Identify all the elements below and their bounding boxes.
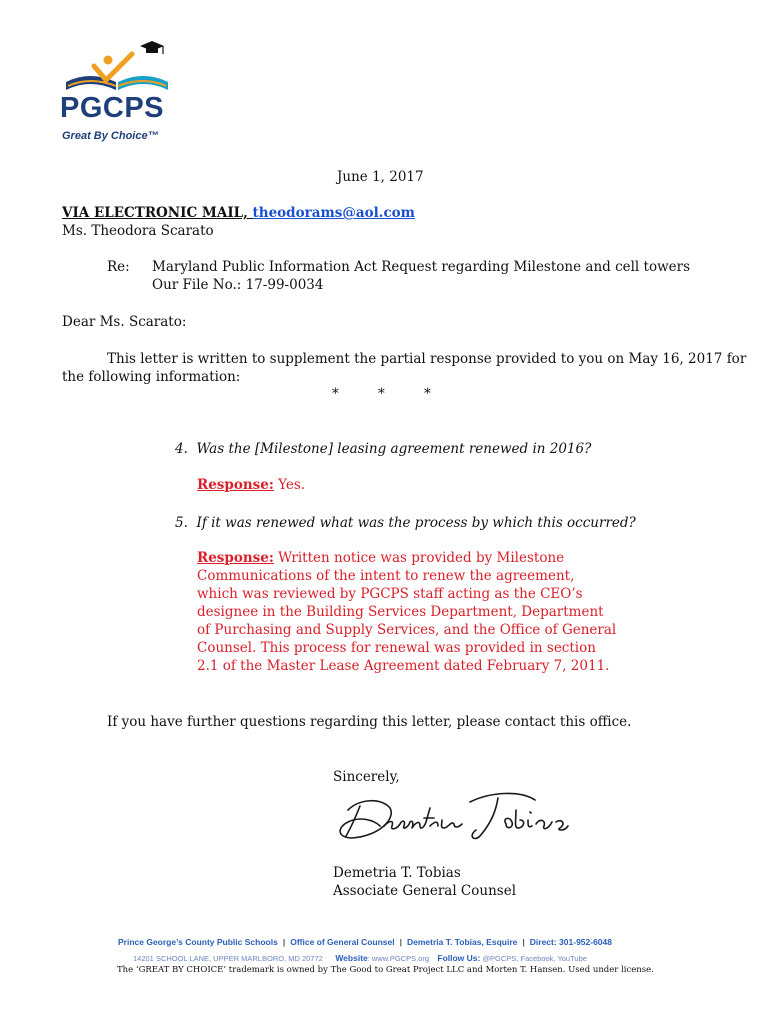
footer-office: Office of General Counsel xyxy=(290,937,395,947)
question-4 xyxy=(175,440,591,458)
intro-paragraph-line-1: This letter is written to supplement the partial response provided to you on May 16, 2017 for xyxy=(107,351,747,367)
logo-emblem-icon xyxy=(60,40,175,100)
via-label: VIA ELECTRONIC MAIL, xyxy=(62,205,253,221)
question-text: If it was renewed what was the process by which this occurred? xyxy=(196,515,636,531)
signature-icon xyxy=(330,780,580,848)
footer-address-line xyxy=(133,953,587,963)
handwritten-signature xyxy=(330,780,580,848)
letter-date: June 1, 2017 xyxy=(337,169,424,185)
logo-wordmark: PGCPS xyxy=(60,92,165,124)
section-break-asterisks xyxy=(332,385,470,403)
footer-org: Prince George’s County Public Schools xyxy=(118,937,278,947)
footer-separator: | xyxy=(282,937,286,947)
footer-address: 14201 SCHOOL LANE, UPPER MARLBORO, MD 20772 xyxy=(133,954,323,963)
response-text: Yes. xyxy=(273,477,306,493)
response-label: Response: xyxy=(197,477,274,493)
recipient-name: Ms. Theodora Scarato xyxy=(62,223,214,239)
signer-name: Demetria T. Tobias xyxy=(333,865,461,881)
re-subject: Maryland Public Information Act Request regarding Milestone and cell towers xyxy=(152,259,691,275)
closing-paragraph: If you have further questions regarding this letter, please contact this office. xyxy=(107,714,632,730)
response-label: Response: xyxy=(197,550,274,566)
footer-follow-label: Follow Us: xyxy=(437,953,481,963)
re-label: Re: xyxy=(107,259,130,275)
question-text: Was the [Milestone] leasing agreement renewed in 2016? xyxy=(196,441,592,457)
footer-website-link[interactable]: : www.PGCPS.org xyxy=(367,954,430,963)
salutation: Dear Ms. Scarato: xyxy=(62,314,187,330)
footer-website-label: Website xyxy=(335,953,368,963)
response-4 xyxy=(197,476,305,494)
response-5 xyxy=(197,549,617,675)
question-5 xyxy=(175,514,636,532)
intro-paragraph-line-2: the following information: xyxy=(62,369,241,385)
footer-direct-phone: Direct: 301-952-6048 xyxy=(529,937,612,947)
signer-title: Associate General Counsel xyxy=(333,883,517,899)
asterisk: * xyxy=(424,386,431,402)
sign-off: Sincerely, xyxy=(333,769,400,785)
logo-tagline: Great By Choice™ xyxy=(62,130,159,142)
footer-trademark-notice: The ‘GREAT BY CHOICE’ trademark is owned by The Good to Great Project LLC and Morten T. Hansen. Used under license. xyxy=(117,965,654,975)
via-line xyxy=(62,204,415,222)
response-text: Written notice was provided by Milestone Communications of the intent to renew the agreement, which was reviewed by PGCPS staff acting as the CEO’s designee in the Building Services Department, Department of Purchasing and Supply Services, and the Office of General Counsel. This process for renewal was provided in section 2.1 of the Master Lease Agreement dated February 7, 2011. xyxy=(197,550,617,674)
footer-social-links[interactable]: @PGCPS, Facebook, YouTube xyxy=(480,954,587,963)
footer-separator: | xyxy=(399,937,402,947)
footer-contact-line xyxy=(118,937,612,947)
footer-person: Demetria T. Tobias, Esquire xyxy=(406,937,518,947)
asterisk: * xyxy=(378,386,385,402)
question-number: 4. xyxy=(175,441,188,457)
footer-separator: | xyxy=(522,937,525,947)
question-number: 5. xyxy=(175,515,188,531)
asterisk: * xyxy=(332,386,339,402)
file-number: Our File No.: 17-99-0034 xyxy=(152,277,324,293)
recipient-email-link[interactable]: theodorams@aol.com xyxy=(252,205,415,221)
